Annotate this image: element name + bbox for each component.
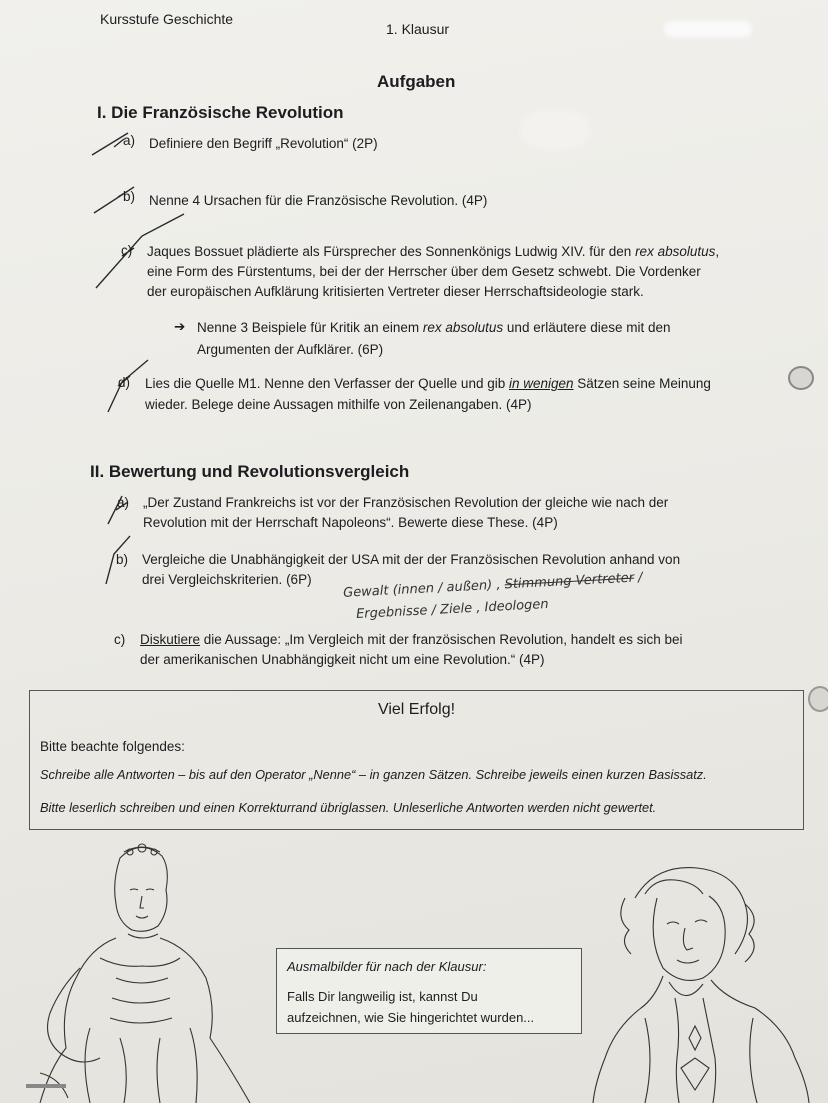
task-1d-line1-text: Lies die Quelle M1. Nenne den Verfasser der Quelle und gib — [145, 376, 509, 391]
notice-intro: Bitte beachte folgendes: — [40, 739, 185, 754]
task-1c-line1-text: Jaques Bossuet plädierte als Fürsprecher des Sonnenkönigs Ludwig XIV. für den — [147, 244, 636, 259]
task-1b-text: Nenne 4 Ursachen für die Französische Revolution. (4P) — [149, 193, 488, 208]
task-1b-label: b) — [123, 189, 136, 204]
task-1a-label: a) — [123, 133, 136, 148]
subtask-line2: Argumenten der Aufklärer. (6P) — [197, 342, 384, 357]
task-1a-text: Definiere den Begriff „Revolution“ (2P) — [149, 136, 378, 151]
task-1d-label: d) — [118, 375, 131, 390]
king-portrait-drawing — [585, 858, 820, 1103]
handwriting-part1: Gewalt (innen / außen) , — [342, 577, 501, 601]
subtask-emphasis: rex absolutus — [422, 320, 504, 335]
notice-line1: Schreibe alle Antworten – bis auf den Operator „Nenne“ – in ganzen Sätzen. Schreibe jeweils einen kurzen Basissatz. — [40, 767, 707, 782]
punch-hole — [788, 366, 814, 390]
subtask-line1-end: und erläutere diese mit den — [503, 320, 671, 335]
task-1d-emphasis: in wenigen — [508, 376, 574, 391]
task-2c-line1-text: die Aussage: „Im Vergleich mit der französischen Revolution, handelt es sich bei — [200, 632, 683, 647]
coloring-box — [276, 948, 582, 1034]
task-2a-line2: Revolution mit der Herrschaft Napoleons“. Bewerte diese These. (4P) — [143, 515, 558, 530]
task-2c-line1 — [140, 630, 760, 650]
task-2b-label: b) — [116, 552, 129, 567]
arrow-icon: ➔ — [174, 319, 186, 334]
handwriting-part2: / — [633, 570, 643, 586]
notice-title: Viel Erfolg! — [377, 701, 456, 718]
task-1d-line1 — [145, 374, 745, 394]
notice-box — [29, 690, 804, 830]
task-2c-operator: Diskutiere — [140, 632, 201, 647]
page-title: Aufgaben — [377, 72, 456, 91]
task-1c-line3: der europäischen Aufklärung kritisierten Vertreter dieser Herrschaftsideologie stark. — [147, 284, 644, 299]
subtask-line1-text: Nenne 3 Beispiele für Kritik an einem — [197, 320, 423, 335]
task-2c-line2: der amerikanischen Unabhängigkeit nicht um eine Revolution.“ (4P) — [140, 652, 545, 667]
task-2a-line1: „Der Zustand Frankreichs ist vor der Französischen Revolution der gleiche wie nach der — [143, 495, 669, 510]
task-1c-emphasis: rex absolutus — [635, 244, 716, 259]
task-2a-label: a) — [117, 495, 130, 510]
course-label: Kursstufe Geschichte — [100, 11, 234, 27]
coloring-line2: aufzeichnen, wie Sie hingerichtet wurden... — [287, 1010, 535, 1025]
task-2b-line1: Vergleiche die Unabhängigkeit der USA mit der der Französischen Revolution anhand von — [142, 552, 681, 567]
task-1c-line2: eine Form des Fürstentums, bei der der Herrscher über dem Gesetz schwebt. Die Vordenker — [147, 264, 701, 279]
coloring-title: Ausmalbilder für nach der Klausur: — [287, 959, 487, 974]
exam-label: 1. Klausur — [386, 21, 450, 37]
punch-hole-2 — [808, 686, 828, 712]
task-2c-label: c) — [114, 632, 126, 647]
coloring-line1: Falls Dir langweilig ist, kannst Du — [287, 989, 478, 1004]
redacted-name-blur — [664, 21, 752, 37]
section-1-heading: I. Die Französische Revolution — [97, 103, 344, 122]
task-1c-label: c) — [121, 243, 133, 258]
task-1c-line1 — [147, 242, 747, 262]
task-2b-line2: drei Vergleichskriterien. (6P) — [142, 572, 312, 587]
task-1c-line1-end: , — [715, 244, 720, 259]
section-2-heading: II. Bewertung und Revolutionsvergleich — [90, 462, 410, 481]
handwriting-struck: Stimmung Vertreter — [504, 570, 635, 593]
subtask-line1 — [197, 318, 757, 338]
queen-portrait-drawing — [20, 838, 270, 1103]
paper-smudge — [520, 110, 590, 150]
handwritten-note-line2: Ergebnisse / Ziele , Ideologen — [355, 596, 549, 623]
task-1d-line1-end: Sätzen seine Meinung — [573, 376, 711, 391]
notice-line2: Bitte leserlich schreiben und einen Korrekturrand übriglassen. Unleserliche Antworten werden nicht gewertet. — [40, 800, 657, 815]
handwritten-note-line1 — [343, 570, 643, 601]
task-1d-line2: wieder. Belege deine Aussagen mithilfe von Zeilenangaben. (4P) — [145, 397, 532, 412]
